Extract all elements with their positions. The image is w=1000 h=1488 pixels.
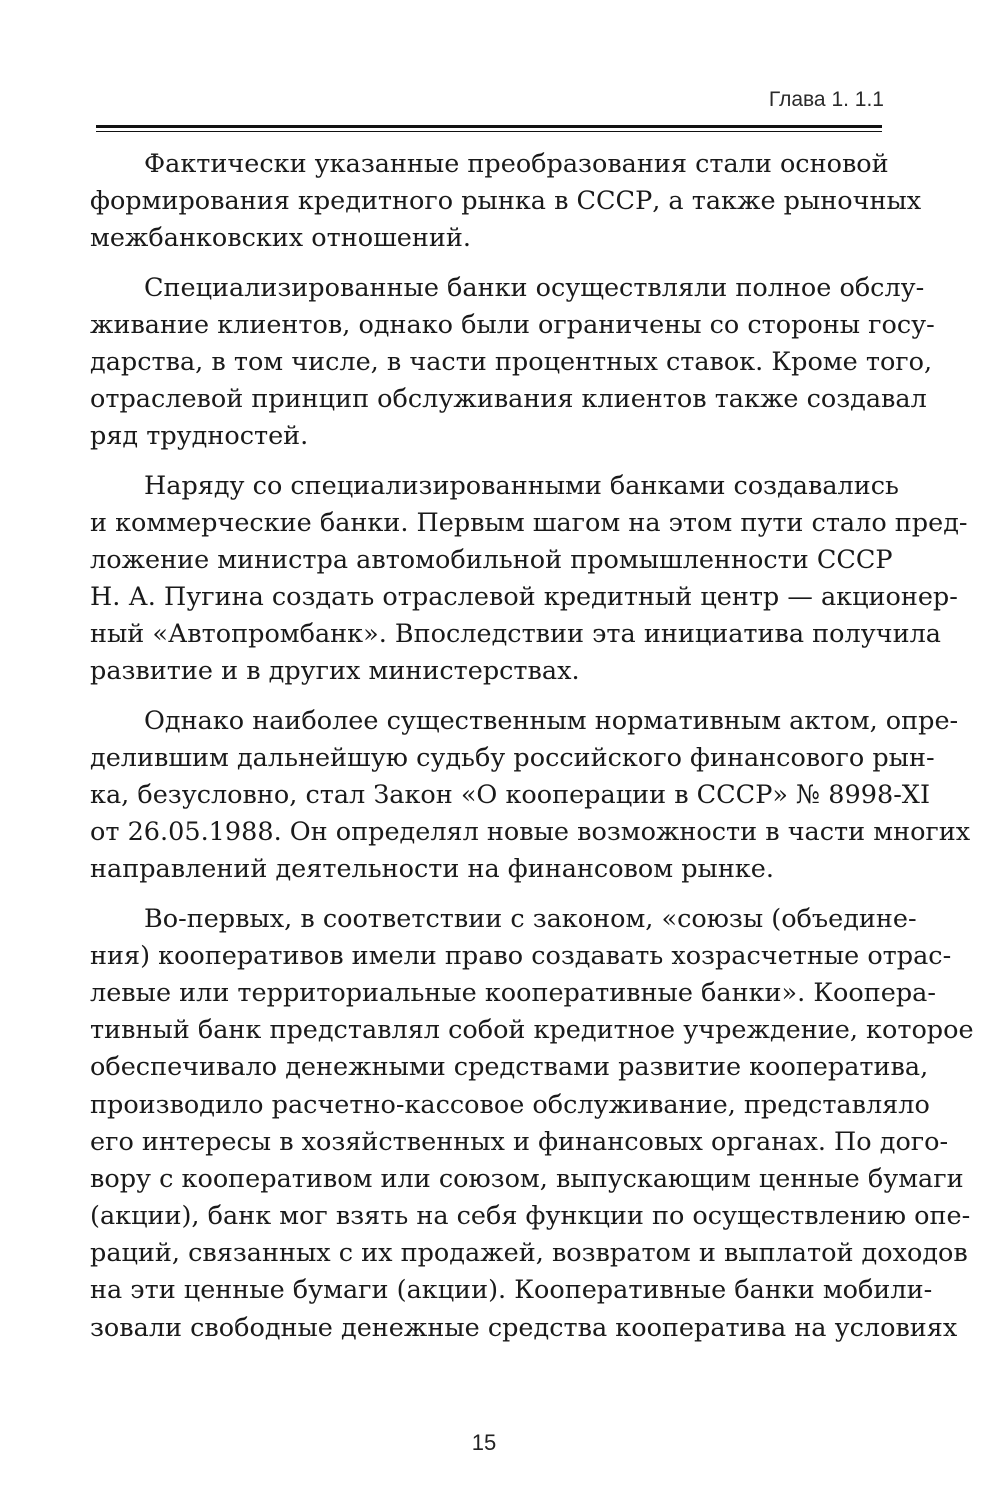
text-line: Специализированные банки осуществляли полное обслу- bbox=[144, 272, 925, 303]
header-rule-thin bbox=[96, 131, 882, 132]
paragraph bbox=[90, 468, 968, 691]
paragraph bbox=[90, 703, 971, 889]
page-number: 15 bbox=[471, 1430, 497, 1455]
text-line: живание клиентов, однако были ограничены со стороны госу- bbox=[90, 309, 935, 340]
text-line: отраслевой принцип обслуживания клиентов также создавал bbox=[90, 384, 927, 415]
text-line: ложение министра автомобильной промышленности СССР bbox=[90, 544, 893, 575]
text-line: развитие и в других министерствах. bbox=[90, 656, 580, 687]
paragraph bbox=[90, 270, 935, 456]
text-line: обеспечивало денежными средствами развитие кооператива, bbox=[90, 1052, 929, 1083]
text-line: зовали свободные денежные средства кооператива на условиях bbox=[90, 1312, 958, 1343]
text-line: делившим дальнейшую судьбу российского финансового рын- bbox=[90, 742, 935, 773]
text-line: вору с кооперативом или союзом, выпускающим ценные бумаги bbox=[90, 1163, 964, 1194]
text-line: Фактически указанные преобразования стали основой bbox=[144, 149, 889, 179]
text-line: производило расчетно-кассовое обслуживание, представляло bbox=[90, 1089, 930, 1120]
text-line: раций, связанных с их продажей, возвратом и выплатой доходов bbox=[90, 1238, 968, 1269]
text-line: Во-первых, в соответствии с законом, «союзы (объедине- bbox=[144, 903, 917, 934]
text-line: от 26.05.1988. Он определял новые возможности в части многих bbox=[90, 817, 971, 848]
text-line: на эти ценные бумаги (акции). Кооперативные банки мобили- bbox=[90, 1275, 933, 1306]
header-rule-thick bbox=[96, 125, 882, 128]
text-line: левые или территориальные кооперативные банки». Коопера- bbox=[90, 977, 936, 1008]
text-line: Наряду со специализированными банками создавались bbox=[144, 470, 899, 501]
running-head: Глава 1. 1.1 bbox=[768, 88, 884, 111]
text-line: межбанковских отношений. bbox=[90, 223, 471, 254]
text-line: дарства, в том числе, в части процентных ставок. Кроме того, bbox=[90, 346, 933, 377]
text-line: и коммерческие банки. Первым шагом на этом пути стало пред- bbox=[90, 507, 968, 538]
text-line: Н. А. Пугина создать отраслевой кредитный центр — акционер- bbox=[90, 582, 958, 613]
text-line: ряд трудностей. bbox=[90, 421, 309, 452]
text-line: Однако наиболее существенным нормативным актом, опре- bbox=[144, 705, 959, 736]
paragraph bbox=[90, 901, 974, 1347]
text-line: формирования кредитного рынка в СССР, а также рыночных bbox=[90, 186, 922, 217]
text-line: ния) кооперативов имели право создавать хозрасчетные отрас- bbox=[90, 940, 952, 971]
body-text bbox=[90, 146, 974, 1359]
text-line: (акции), банк мог взять на себя функции по осуществлению опе- bbox=[90, 1201, 971, 1232]
text-line: его интересы в хозяйственных и финансовых органах. По дого- bbox=[90, 1126, 949, 1157]
text-line: ный «Автопромбанк». Впоследствии эта инициатива получила bbox=[90, 619, 941, 650]
text-line: ка, безусловно, стал Закон «О кооперации в СССР» № 8998-XI bbox=[90, 780, 931, 810]
text-line: направлений деятельности на финансовом рынке. bbox=[90, 854, 774, 885]
text-line: тивный банк представлял собой кредитное учреждение, которое bbox=[90, 1015, 974, 1046]
paragraph bbox=[90, 146, 922, 258]
